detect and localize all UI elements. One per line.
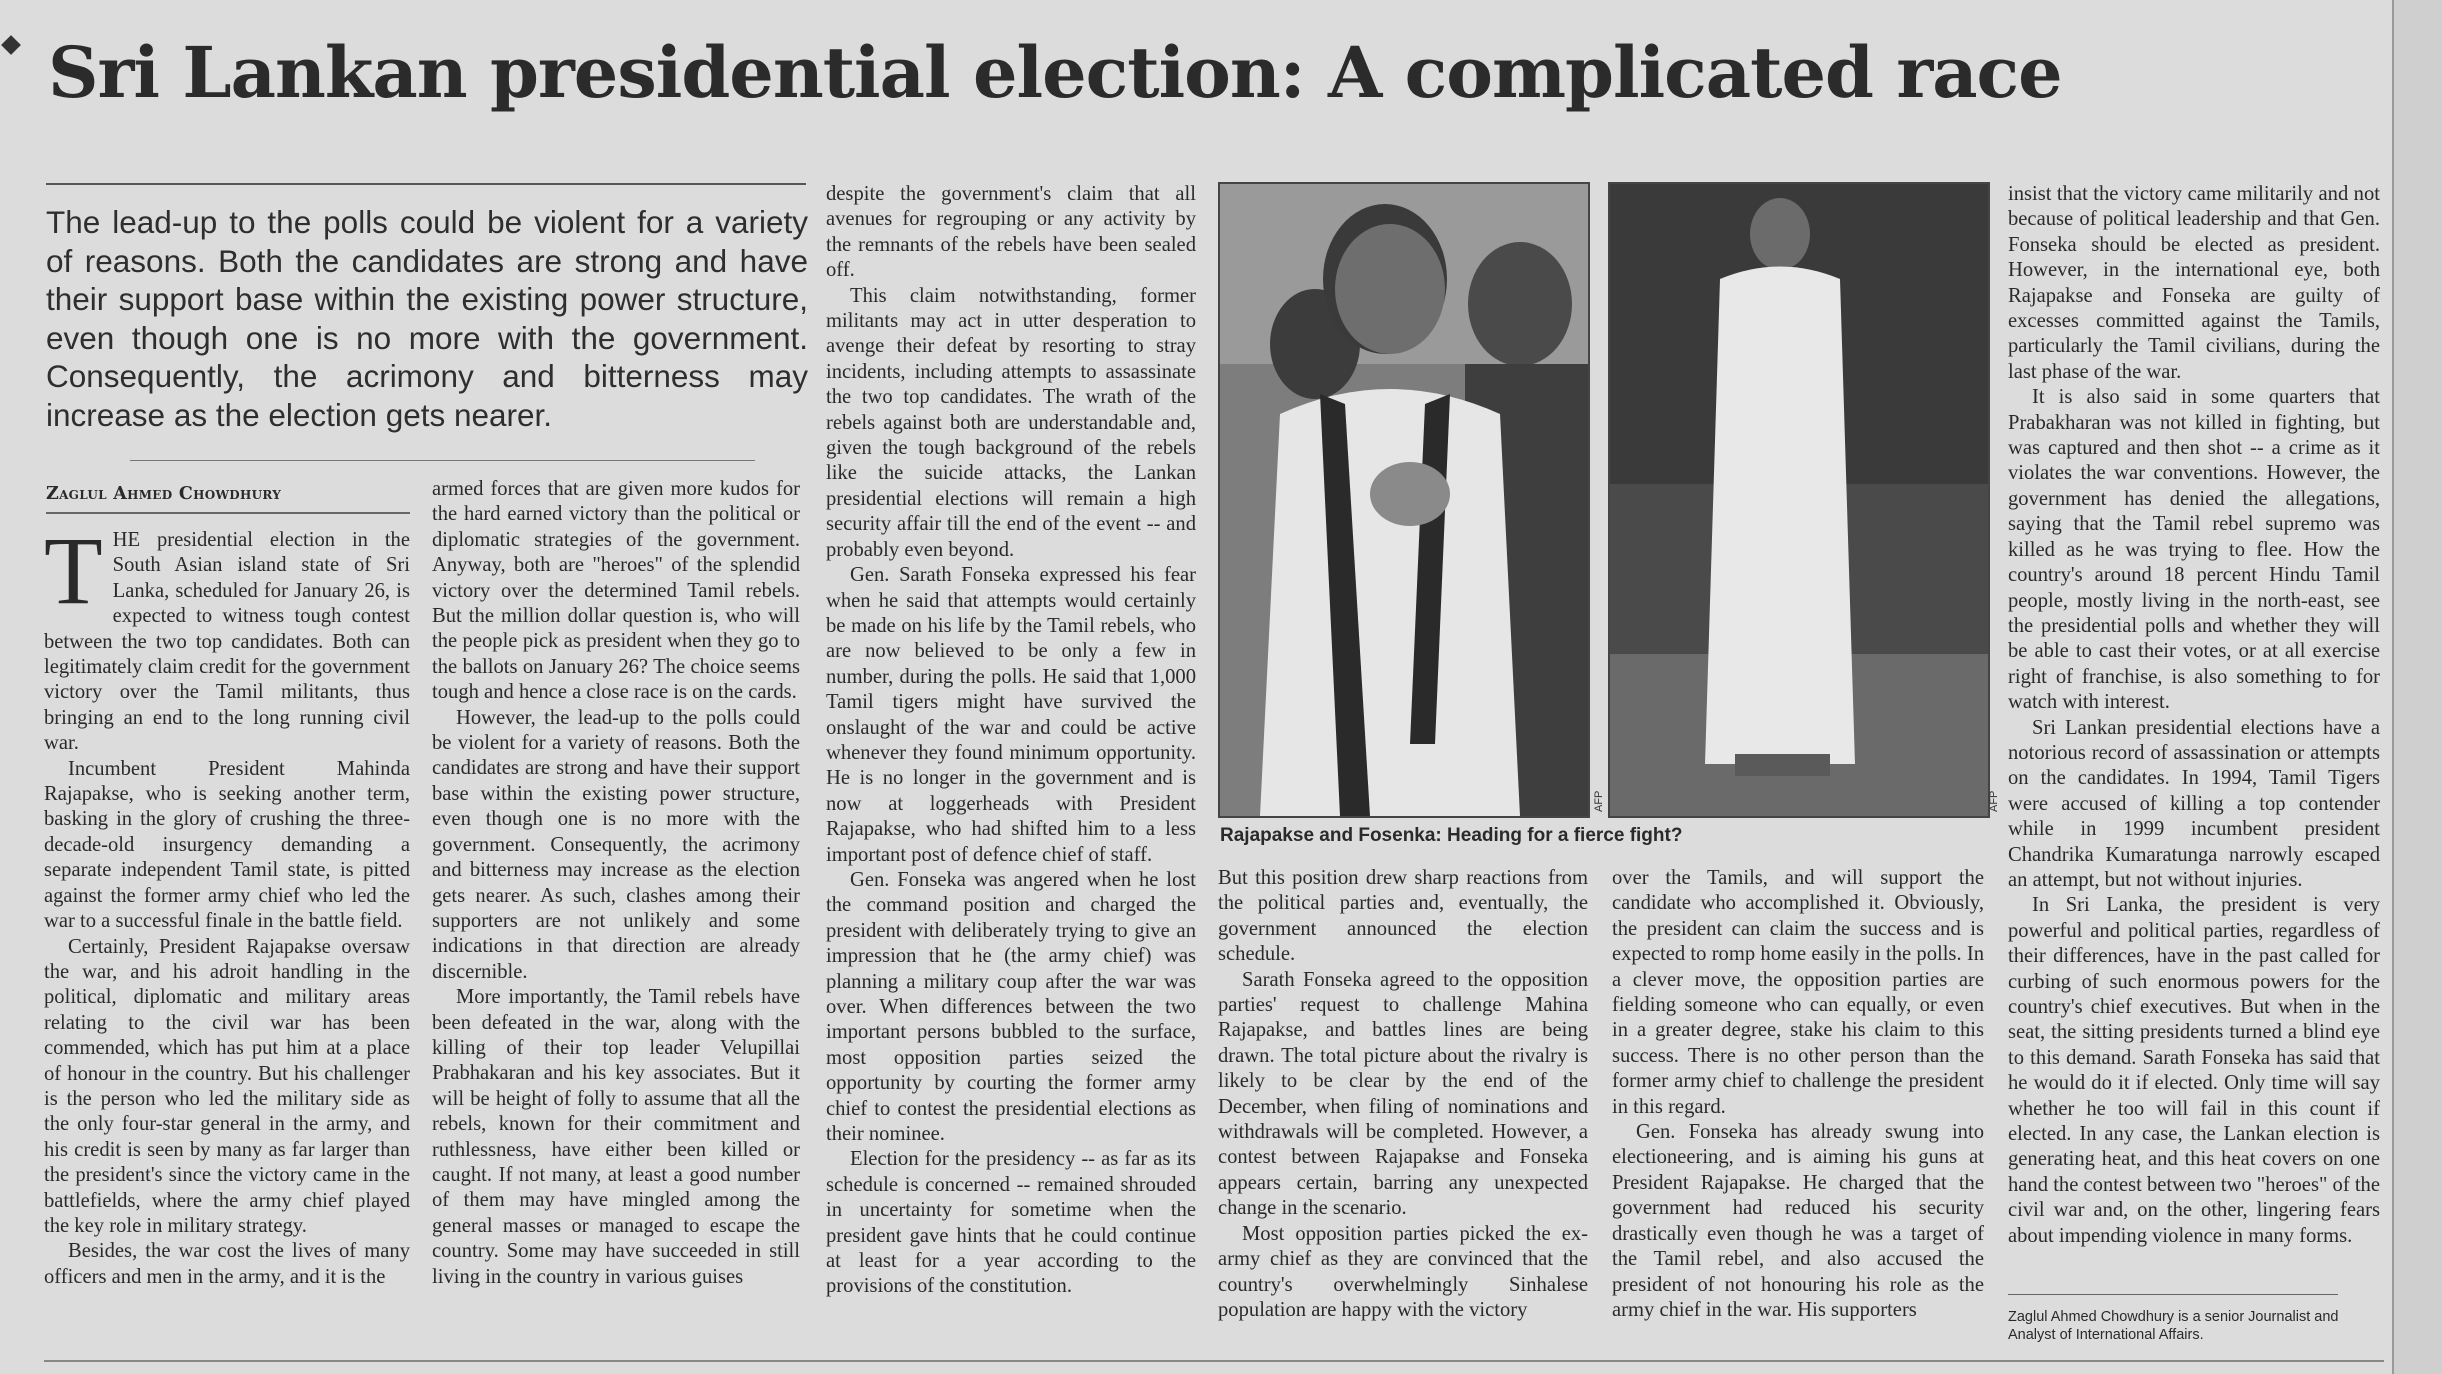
column-2-para-3: More importantly, the Tamil rebels have been defeated in the war, along with the killing of their top leader Velupillai Prabhakaran and his key associates. But it will be height of folly to assume that all the rebels, known for their commitment and ruthlessness, have either been killed or caught. If not many, at least a good number of them may have mingled among the general masses or managed to escape the country. Some may have succeeded in still living in the country in various guises [432,986,800,1288]
column-3-para-3: Gen. Sarath Fonseka expressed his fear when he said that attempts would certainly be made on his life by the Tamil rebels, who are now believed to be only a few in number, during the polls. He said that 1,000 Tamil tigers might have survived the onslaught of the war and could be active whenever they found minimum opportunity. He is no longer in the government and is now at loggerheads with President Rajapakse, who had shifted him to a less important post of defence chief of staff. [826,564,1196,866]
page-edge [2392,0,2442,1374]
column-1 [44,517,410,1290]
photo-rajapakse-image [1220,184,1588,816]
author-note-rule [2008,1294,2338,1295]
dropcap: T [44,517,103,624]
column-1-para-4: Besides, the war cost the lives of many officers and men in the army, and it is the [44,1240,410,1288]
column-4-para-1: But this position drew sharp reactions from the political parties and, eventually, the government announced the election schedule. [1218,867,1588,966]
column-3-para-2: This claim notwithstanding, former militants may act in utter desperation to avenge their defeat by resorting to stray incidents, including attempts to assassinate the two top candidates. The wrath of the rebels against both are understandable and, given the tough background of the rebels like the suicide attacks, the Lankan presidential elections will remain a high security affair till the end of the event -- and probably even beyond. [826,284,1196,561]
deck-bottom-rule [130,460,755,461]
deck-top-rule [46,183,806,185]
photo-caption: Rajapakse and Fosenka: Heading for a fierce fight? [1220,825,1683,846]
column-2 [432,477,800,1290]
headline: Sri Lankan presidential election: A complicated race [48,31,2062,114]
margin-mark [1,35,21,55]
column-6-para-3: Sri Lankan presidential elections have a notorious record of assassination or attempts on the candidates. In 1994, Tamil Tigers were accused of killing a top contender while in 1999 incumbent president Chandrika Kumaratunga narrowly escaped an attempt, but not without injuries. [2008,716,2380,891]
column-6 [2008,182,2380,1249]
photo-credit-1: AFP [1593,790,1605,812]
column-1-para-3: Certainly, President Rajapakse oversaw the war, and his adroit handling in the political, diplomatic and military areas relating to the civil war has been commended, which has put him at a place of honour in the country. But his challenger is the person who led the military side as the only four-star general in the army, and his credit is seen by many as far larger than the president's since the victory came in the battlefields, where the army chief played the key role in military strategy. [44,935,410,1237]
column-4 [1218,866,1588,1323]
photo-fonseka [1608,182,1990,818]
bottom-rule [44,1360,2384,1362]
photo-fonseka-image [1610,184,1988,816]
column-6-para-2: It is also said in some quarters that Prabakharan was not killed in fighting, but was captured and then shot -- a crime as it violates the war conventions. However, the government has denied the allegations, saying that the Tamil rebel supremo was killed as he was trying to flee. How the country's around 18 percent Hindu Tamil people, mostly living in the north-east, see the presidential polls and whether they will be able to cast their votes, or at all exercise right of franchise, is also something to for watch with interest. [2008,386,2380,714]
column-3-para-4: Gen. Fonseka was angered when he lost the command position and charged the president with deliberately trying to give an impression that he (the army chief) was planning a military coup after the war was over. When differences between the two important persons bubbled to the surface, most opposition parties seized the opportunity by courting the former army chief to contest the presidential elections as their nominee. [826,868,1196,1146]
photo-rajapakse [1218,182,1590,818]
column-1-para-2: Incumbent President Mahinda Rajapakse, who is seeking another term, basking in the glory of crushing the three-decade-old insurgency demanding a separate independent Tamil state, is pitted against the former army chief who led the war to a successful finale in the battle field. [44,757,410,933]
column-5-para-1: over the Tamils, and will support the candidate who accomplished it. Obviously, the president can claim the success and is expected to romp home easily in the polls. In a clever move, the opposition parties are fielding someone who can equally, or even in a greater degree, stake his claim to this success. There is no other person than the former army chief to challenge the president in this regard. [1612,867,1984,1118]
deck: The lead-up to the polls could be violent for a variety of reasons. Both the candidates are strong and have their support base within the existing power structure, even though one is no more with the government. Consequently, the acrimony and bitterness may increase as the election gets nearer. [46,204,808,433]
byline: Zaglul Ahmed Chowdhury [46,484,410,514]
photo-credit-2: AFP [1988,790,2000,812]
column-6-para-4: In Sri Lanka, the president is very powerful and political parties, regardless of their differences, have in the past called for curbing of such enormous powers for the country's chief executives. But when in the seat, the sitting presidents turned a blind eye to this demand. Sarath Fonseka has said that he would do it if elected. Only time will say whether he too will fail in this count if elected. In any case, the Lankan election is generating heat, and this heat covers on one hand the contest between two "heroes" of the civil war and, on the other, lingering fears about impending violence in many forms. [2008,894,2380,1247]
column-1-para-1 [44,517,410,757]
column-4-para-2: Sarath Fonseka agreed to the opposition parties' request to challenge Mahina Rajapakse, and battles lines are being drawn. The total picture about the rivalry is likely to be clear by the end of the December, when filing of nominations and withdrawals will be completed. However, a contest between Rajapakse and Fonseka appears certain, barring any unexpected change in the scenario. [1218,968,1588,1220]
column-2-para-1: armed forces that are given more kudos for the hard earned victory than the political or diplomatic strategies of the government. Anyway, both are "heroes" of the splendid victory over the determined Tamil rebels. But the million dollar question is, who will the people pick as president when they go to the ballots on January 26? The choice seems tough and hence a close race is on the cards. [432,478,800,704]
column-3-para-5: Election for the presidency -- as far as its schedule is concerned -- remained shrouded in uncertainty for sometime when the president gave hints that he could continue at least for a year according to the provisions of the constitution. [826,1148,1196,1298]
column-2-para-2: However, the lead-up to the polls could be violent for a variety of reasons. Both the candidates are strong and have their support base within the existing power structure, even though one is no more with the government. Consequently, the acrimony and bitterness may increase as the election gets nearer. As such, clashes among their supporters are not unlikely and some indications in that direction are already discernible. [432,706,800,983]
author-note: Zaglul Ahmed Chowdhury is a senior Journalist and Analyst of International Affairs. [2008,1309,2339,1343]
column-3 [826,182,1196,1300]
column-4-para-3: Most opposition parties picked the ex-army chief as they are convinced that the country's overwhelmingly Sinhalese population are happy with the victory [1218,1222,1588,1321]
column-3-para-1: despite the government's claim that all avenues for regrouping or any activity by the remnants of the rebels have been sealed off. [826,183,1196,282]
column-6-para-1: insist that the victory came militarily and not because of political leadership and that Gen. Fonseka should be elected as president. However, in the international eye, both Rajapakse and Fonseka are guilty of excesses committed against the Tamils, particularly the Tamil civilians, during the last phase of the war. [2008,183,2380,383]
column-5 [1612,866,1984,1323]
column-1-text-1: HE presidential election in the South Asian island state of Sri Lanka, scheduled for January 26, is expected to witness tough contest between the two top candidates. Both can legitimately claim credit for the government victory over the Tamil militants, thus bringing an end to the long running civil war. [44,529,410,755]
column-5-para-2: Gen. Fonseka has already swung into electioneering, and is aiming his guns at President Rajapakse. He charged that the government had reduced his security drastically even though he was a target of the Tamil rebel, and also accused the president of not honouring his role as the army chief in the war. His supporters [1612,1121,1984,1321]
